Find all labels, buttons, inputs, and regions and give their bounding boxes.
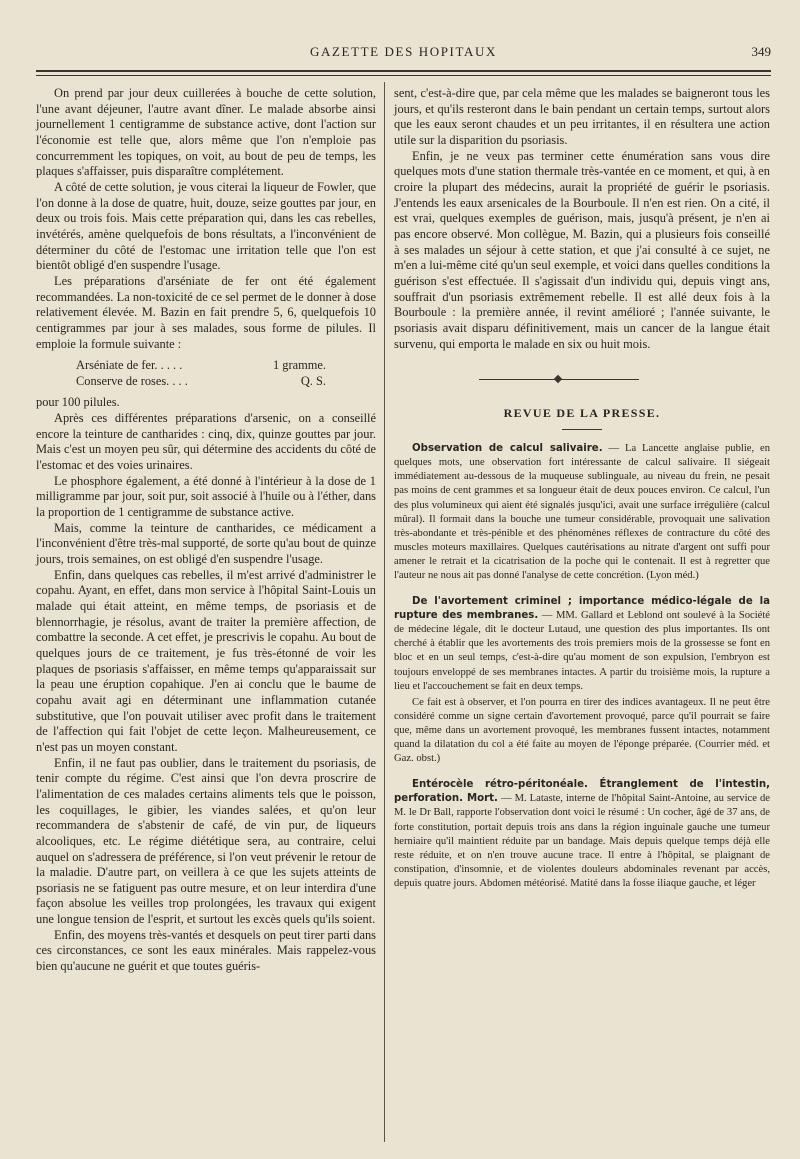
header-rule-thin <box>36 75 771 76</box>
formula-row <box>76 358 326 374</box>
article-body: — La Lancette anglaise publie, en quelques mots, une observation fort intéressante de calcul salivaire. Il siégeait immédiatement au-dessous de la muqueuse sublinguale, au niveau du frein, ne pesait pas moins de cent grammes et sa longueur était de deux pouces environ. Ce calcul, l'un des plus volumineux qui aient été signalés jusqu'ici, avait une surface irrégulière (calcul mûral). Il formait dans la bouche une tumeur considérable, provoquait une salivation très-abondante et très-pénible et des phénomènes réflexes de contracture du côté des muscles moteurs maxillaires. Quelques cautérisations au nitrate d'argent ont suffi pour amener le retrait et la cicatrisation de la poche qui le contenait. Il est à regretter que l'auteur ne nous ait pas donné l'analyse de cette concrétion. (Lyon méd.) <box>394 443 771 581</box>
paragraph: Enfin, il ne faut pas oublier, dans le traitement du psoriasis, de tenir compte du régime. C'est ainsi que l'on devra proscrire de l'alimentation de ces malades certains aliments tels que le poisson, les coquillages, le gibier, les viandes salées, et qu'on leur recommandera de s'abstenir de café, de vin pur, de liqueurs alcooliques, etc. Le régime diététique sera, au contraire, celui auquel on s'adressera de préférence, si l'on veut prévenir le retour de la maladie. D'autre part, on veillera à ce que les sujets atteints de psoriasis ne se fatiguent pas outre mesure, et on leur interdira d'une façon absolue les veilles trop prolongées, les travaux qui exigent une longue tension de l'esprit, et surtout les excès quels qu'ils soient. <box>36 755 376 927</box>
paragraph: Enfin, je ne veux pas terminer cette énumération sans vous dire quelques mots d'une station thermale très-vantée en ce moment, et qui, à en croire la plupart des médecins, aurait la propriété de guérir le psoriasis. J'entends les eaux arsenicales de la Bourboule. Il n'en est rien. On a cité, il est vrai, quelques exemples de guérison, mais, jusqu'à présent, je n'en ai pas encore observé. Mon collègue, M. Bazin, qui a plusieurs fois conseillé à ses malades un séjour à cette station, et que j'ai consulté à ce sujet, ne m'en a lui-même cité qu'un seul exemple, et voici dans quelles conditions la guérison s'est effectuée. Il s'agissait d'un individu qui, depuis vingt ans, souffrait d'un psoriasis extrêmement rebelle. Il est allé deux fois à la Bourboule : la première année, il revint amélioré ; l'année suivante, le psoriasis avait disparu définitivement, mais un cancer de la langue était survenu, qui emporta le malade en six ou huit mois. <box>394 148 770 351</box>
press-article <box>394 442 770 583</box>
section-rule <box>562 429 602 430</box>
article-body: — M. Lataste, interne de l'hôpital Saint-Antoine, au service de M. le Dr Ball, rapporte l'observation dont voici le résumé : Un cocher, âgé de 37 ans, de forte constitution, portait depuis trois ans dans la région inguinale gauche une tumeur herniaire qu'il maintient réduite par un bandage. Mais depuis quelque temps déjà elle reste réduite, et on n'en trouve aucune trace. Il entre à l'hôpital, se plaignant de constipation, d'insomnie, et de violentes douleurs abdominales revenant par accès, depuis quatre jours. Abdomen météorisé. Matité dans la fosse iliaque gauche, et léger <box>394 793 770 889</box>
press-article <box>394 778 770 891</box>
formula-amount: 1 gramme. <box>273 358 326 373</box>
left-column <box>36 86 376 975</box>
formula-row <box>76 374 326 390</box>
right-column <box>394 86 770 891</box>
running-title: GAZETTE DES HOPITAUX <box>310 44 497 59</box>
paragraph: Après ces différentes préparations d'arsenic, on a conseillé encore la teinture de cantharides : cinq, dix, quinze gouttes par jour. Mais c'est un moyen peu sûr, qui détermine des accidents du côté de l'estomac et des voies urinaires. <box>36 411 376 473</box>
section-heading: REVUE DE LA PRESSE. <box>503 406 661 421</box>
paragraph: pour 100 pilules. <box>36 395 120 410</box>
article-title: Entérocèle rétro-péritonéale. Étranglement de l'intestin, perforation. Mort. <box>394 779 770 805</box>
formula-amount: Q. S. <box>300 373 326 388</box>
article-body: — MM. Gallard et Leblond ont soulevé à la Société de médecine légale, dit le docteur Lutaud, une question des plus importantes. Ils ont cherché à établir que les avortements des trois premiers mois de la grossesse se font en bloc et en un seul temps, c'est-à-dire qu'au moment de son expulsion, l'embryon est toujours enveloppé de ses membranes intactes. A partir du troisième mois, la rupture a lieu et l'accouchement se fait en deux temps. <box>394 610 770 692</box>
header-rule-thick <box>36 70 771 72</box>
page-number: 349 <box>751 44 771 59</box>
formula <box>76 358 326 389</box>
press-article <box>394 595 770 766</box>
paragraph: Les préparations d'arséniate de fer ont été également recommandées. La non-toxicité de ce sel permet de le donner à dose relativement élevée. M. Bazin en fait prendre 5, 6, quelquefois 10 centigrammes par jour à ses malades, sous forme de pilules. Il emploie la formule suivante : <box>36 273 376 351</box>
paragraph: sent, c'est-à-dire que, par cela même que les malades se baigneront tous les jours, et qu'ils resteront dans le bain pendant un certain temps, surtout alors que les eaux seront chaudes et un peu irritantes, il en résultera une action utile sur la disparition du psoriasis. <box>394 86 770 147</box>
paragraph: Le phosphore également, a été donné à l'intérieur à la dose de 1 milligramme par jour, soit pur, soit associé à l'huile ou à l'éther, dans la proportion de 1 centigramme de substance active. <box>36 473 376 520</box>
paragraph: A côté de cette solution, je vous citerai la liqueur de Fowler, que l'on donne à la dose de quatre, huit, douze, seize gouttes par jour, en deux ou trois fois. Mais cette préparation qui, dans les cas rebelles, invétérés, amène quelquefois de bons résultats, a l'inconvénient de déterminer du côté de l'estomac une irritation telle que l'on est bientôt obligé d'en suspendre l'usage. <box>36 179 376 273</box>
article-body: Ce fait est à observer, et l'on pourra en tirer des indices avantageux. Il ne peut être considéré comme un signe certain d'avortement provoqué, parce qu'il pourrait se faire que, même dans un avortement provoqué, les membranes fussent intactes, notamment quand la dilatation du col a été faite au moyen de l'éponge préparée. (Courrier méd. et Gaz. obst.) <box>394 696 770 765</box>
paragraph: Enfin, des moyens très-vantés et desquels on peut tirer parti dans ces circonstances, ce sont les eaux minérales. Mais rappelez-vous bien qu'aucune ne guérit et que toutes guéris- <box>36 927 376 974</box>
paragraph: Mais, comme la teinture de cantharides, ce médicament a l'inconvénient d'être très-mal supporté, de sorte qu'au bout de quinze jours, trois semaines, on est obligé d'en suspendre l'usage. <box>36 520 376 567</box>
column-divider <box>384 82 385 1142</box>
formula-ingredient: Arséniate de fer. . . . . <box>76 358 183 373</box>
article-title: De l'avortement criminel ; importance médico-légale de la rupture des membranes. <box>394 596 770 622</box>
paragraph: Enfin, dans quelques cas rebelles, il m'est arrivé d'administrer le copahu. Ayant, en effet, dans mon service à l'hôpital Saint-Louis un malade qui était atteint, en même temps, de psoriasis et de blennorrhagie, je résolus, avant de traiter la première affection, de combattre la seconde. A cet effet, je prescrivis le copahu. Au bout de quelques jours de ce traitement, je fus très-étonné de voir les plaques de psoriasis s'affaisser, en même temps qu'apparaissait sur la peau une éruption copahique. J'en ai conclu que le baume de copahu avait agi en déterminant une inflammation cutanée substitutive, que l'on pouvait utiliser avec profit dans le traitement de l'affection qui fait l'objet de cette leçon. Malheureusement, ce n'est pas un moyen constant. <box>36 567 376 754</box>
separator-diamond <box>554 375 562 383</box>
separator-ornament <box>394 368 770 394</box>
page-header <box>36 44 771 62</box>
article-title: Observation de calcul salivaire. <box>412 443 603 455</box>
formula-ingredient: Conserve de roses. . . . <box>76 373 188 388</box>
paragraph: On prend par jour deux cuillerées à bouche de cette solution, l'une avant déjeuner, l'autre avant dîner. Le malade absorbe ainsi journellement 1 centigramme de substance active, dont l'action sur l'économie est telle que, alors même que l'on n'emploie pas concurremment les topiques, on voit, au bout de peu de temps, les plaques s'affaisser, puis disparaître complétement. <box>36 86 376 179</box>
